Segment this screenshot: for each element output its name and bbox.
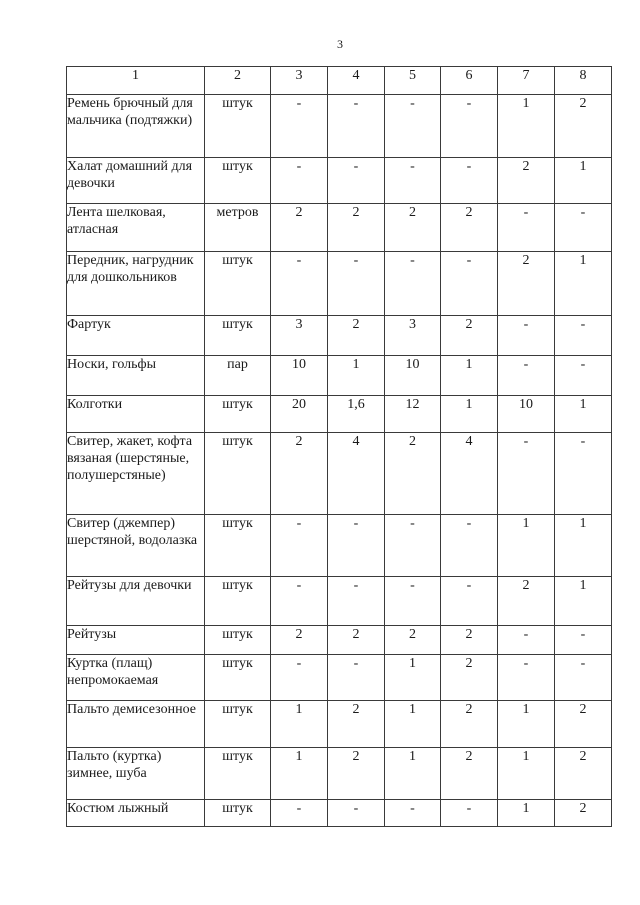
item-value: -: [441, 252, 498, 316]
table-row: [67, 655, 612, 701]
table-row: [67, 577, 612, 626]
item-value: -: [271, 655, 328, 701]
item-value: 2: [328, 204, 385, 252]
item-value: -: [555, 626, 612, 655]
item-value: -: [328, 515, 385, 577]
item-value: -: [498, 433, 555, 515]
item-unit: штук: [205, 158, 271, 204]
item-value: -: [328, 577, 385, 626]
item-value: -: [271, 800, 328, 827]
item-value: -: [498, 356, 555, 396]
item-value: -: [441, 95, 498, 158]
item-value: 2: [441, 655, 498, 701]
item-value: -: [385, 252, 441, 316]
table-row: [67, 95, 612, 158]
item-unit: метров: [205, 204, 271, 252]
clothing-norms-table: [66, 66, 612, 827]
item-unit: штук: [205, 701, 271, 748]
item-value: 12: [385, 396, 441, 433]
item-value: 1: [441, 356, 498, 396]
table-row: [67, 701, 612, 748]
item-value: 1: [555, 515, 612, 577]
item-value: -: [271, 577, 328, 626]
item-value: -: [328, 252, 385, 316]
item-unit: штук: [205, 577, 271, 626]
column-header: 2: [205, 67, 271, 95]
item-value: 2: [441, 204, 498, 252]
item-value: -: [441, 158, 498, 204]
item-value: 1: [555, 396, 612, 433]
table-row: [67, 433, 612, 515]
item-value: 10: [498, 396, 555, 433]
item-value: -: [271, 252, 328, 316]
item-name: Фартук: [67, 316, 205, 356]
item-name: Рейтузы для девочки: [67, 577, 205, 626]
item-value: -: [555, 655, 612, 701]
table-row: [67, 800, 612, 827]
item-value: 1: [328, 356, 385, 396]
item-name: Куртка (плащ) непромокаемая: [67, 655, 205, 701]
item-name: Лента шелковая, атласная: [67, 204, 205, 252]
item-unit: штук: [205, 800, 271, 827]
item-value: -: [441, 515, 498, 577]
item-value: 2: [385, 626, 441, 655]
item-value: 2: [498, 577, 555, 626]
item-unit: штук: [205, 316, 271, 356]
table-row: [67, 626, 612, 655]
item-name: Рейтузы: [67, 626, 205, 655]
item-value: -: [385, 158, 441, 204]
item-value: -: [271, 95, 328, 158]
item-value: 2: [555, 748, 612, 800]
column-header: 4: [328, 67, 385, 95]
item-value: -: [498, 626, 555, 655]
item-name: Колготки: [67, 396, 205, 433]
item-value: 1: [555, 252, 612, 316]
item-value: 1: [385, 655, 441, 701]
item-value: 3: [385, 316, 441, 356]
table-row: [67, 396, 612, 433]
item-value: 1: [498, 95, 555, 158]
item-unit: штук: [205, 626, 271, 655]
column-header: 3: [271, 67, 328, 95]
item-value: -: [385, 577, 441, 626]
item-value: 2: [441, 626, 498, 655]
item-unit: штук: [205, 252, 271, 316]
column-header: 8: [555, 67, 612, 95]
item-value: 20: [271, 396, 328, 433]
item-unit: штук: [205, 396, 271, 433]
item-value: 1: [498, 748, 555, 800]
item-name: Пальто (куртка) зимнее, шуба: [67, 748, 205, 800]
item-value: 1: [271, 748, 328, 800]
item-value: -: [498, 204, 555, 252]
item-value: 2: [441, 316, 498, 356]
item-value: -: [271, 515, 328, 577]
item-value: 3: [271, 316, 328, 356]
item-value: 1: [385, 701, 441, 748]
item-value: -: [328, 95, 385, 158]
item-value: 2: [328, 626, 385, 655]
item-name: Свитер (джемпер) шерстяной, водолазка: [67, 515, 205, 577]
item-value: -: [328, 655, 385, 701]
table-row: [67, 748, 612, 800]
table-row: [67, 316, 612, 356]
item-value: -: [441, 577, 498, 626]
item-value: -: [328, 800, 385, 827]
item-value: 4: [328, 433, 385, 515]
column-header: 7: [498, 67, 555, 95]
item-value: -: [498, 655, 555, 701]
table-row: [67, 515, 612, 577]
item-value: 2: [328, 748, 385, 800]
item-value: 2: [441, 748, 498, 800]
item-value: 2: [271, 626, 328, 655]
item-value: 2: [441, 701, 498, 748]
item-value: -: [328, 158, 385, 204]
header-row: [67, 67, 612, 95]
item-value: -: [555, 356, 612, 396]
item-value: 2: [328, 701, 385, 748]
item-value: 1: [498, 701, 555, 748]
item-value: -: [385, 95, 441, 158]
item-value: 1: [555, 577, 612, 626]
item-value: 2: [555, 95, 612, 158]
item-name: Халат домашний для девочки: [67, 158, 205, 204]
item-value: 1: [271, 701, 328, 748]
item-value: -: [385, 800, 441, 827]
item-value: -: [385, 515, 441, 577]
item-value: 1: [555, 158, 612, 204]
column-header: 5: [385, 67, 441, 95]
item-value: 1,6: [328, 396, 385, 433]
item-value: 10: [385, 356, 441, 396]
item-value: 4: [441, 433, 498, 515]
item-value: 10: [271, 356, 328, 396]
page-number: 3: [337, 37, 343, 51]
item-value: 2: [498, 158, 555, 204]
item-value: 2: [385, 433, 441, 515]
item-unit: штук: [205, 748, 271, 800]
item-value: 1: [498, 800, 555, 827]
item-value: 2: [498, 252, 555, 316]
item-name: Ремень брючный для мальчика (подтяжки): [67, 95, 205, 158]
item-value: 2: [555, 800, 612, 827]
item-value: 2: [385, 204, 441, 252]
item-name: Костюм лыжный: [67, 800, 205, 827]
column-header: 1: [67, 67, 205, 95]
item-value: 2: [555, 701, 612, 748]
table-row: [67, 356, 612, 396]
table-row: [67, 204, 612, 252]
item-value: -: [271, 158, 328, 204]
item-unit: пар: [205, 356, 271, 396]
item-value: 2: [271, 433, 328, 515]
item-value: -: [441, 800, 498, 827]
item-value: -: [555, 433, 612, 515]
item-unit: штук: [205, 95, 271, 158]
item-value: -: [498, 316, 555, 356]
item-name: Передник, нагрудник для дошкольников: [67, 252, 205, 316]
item-value: 1: [441, 396, 498, 433]
item-value: 2: [271, 204, 328, 252]
item-unit: штук: [205, 655, 271, 701]
item-unit: штук: [205, 433, 271, 515]
item-value: 1: [385, 748, 441, 800]
item-name: Носки, гольфы: [67, 356, 205, 396]
item-value: -: [555, 316, 612, 356]
item-value: 1: [498, 515, 555, 577]
table-row: [67, 158, 612, 204]
item-value: -: [555, 204, 612, 252]
item-name: Свитер, жакет, кофта вязаная (шерстяные, полушерстяные): [67, 433, 205, 515]
item-unit: штук: [205, 515, 271, 577]
item-name: Пальто демисезонное: [67, 701, 205, 748]
table-row: [67, 252, 612, 316]
item-value: 2: [328, 316, 385, 356]
column-header: 6: [441, 67, 498, 95]
